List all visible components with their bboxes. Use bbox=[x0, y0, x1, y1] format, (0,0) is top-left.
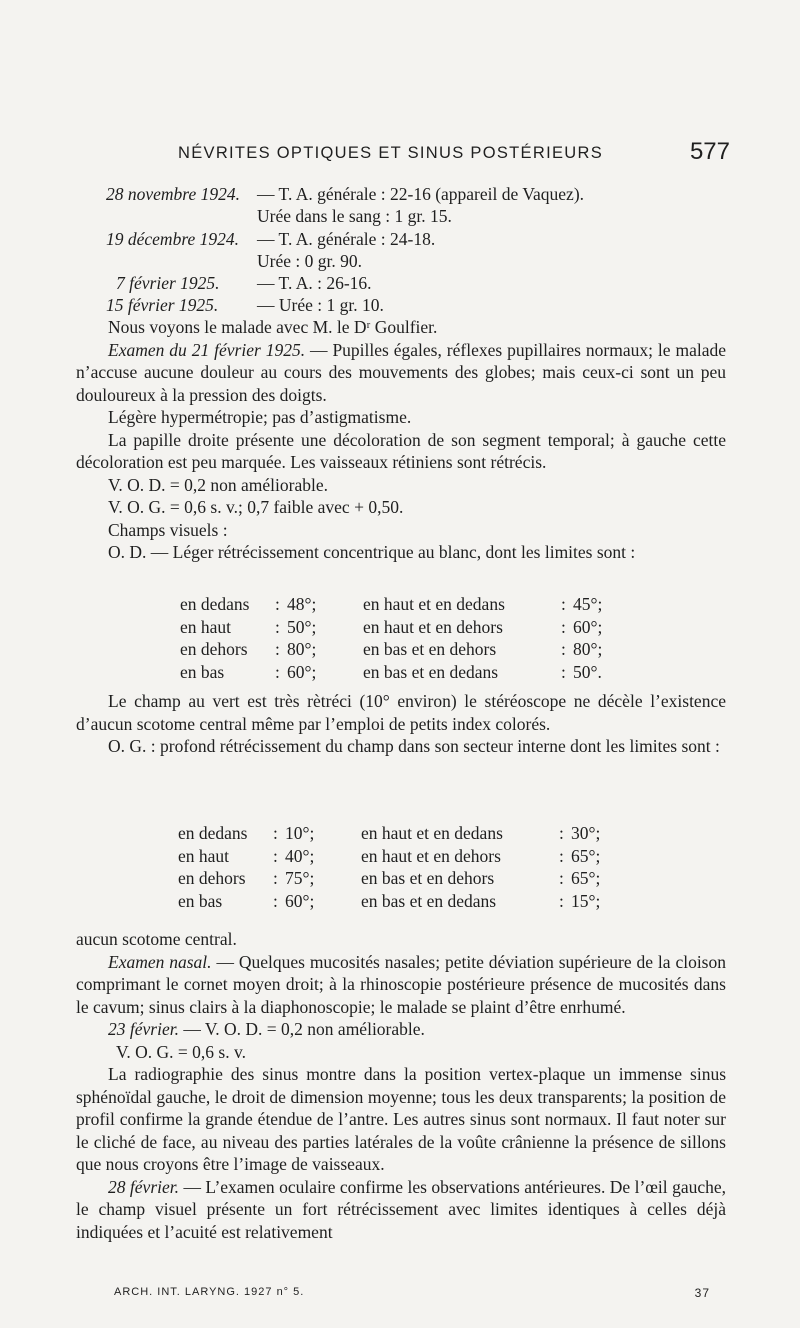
table-cell: 60°; bbox=[573, 616, 603, 637]
table-colon: : bbox=[273, 890, 278, 911]
journal-reference: ARCH. INT. LARYNG. 1927 n° 5. bbox=[114, 1286, 305, 1298]
entry-text: — T. A. générale : 22-16 (appareil de Vaquez). bbox=[257, 184, 585, 204]
paragraph: Légère hypermétropie; pas d’astigmatisme. bbox=[108, 407, 412, 427]
paragraph bbox=[76, 339, 726, 407]
entry-text: — T. A. : 26-16. bbox=[257, 273, 372, 293]
paragraph: aucun scotome central. bbox=[76, 929, 237, 949]
paragraph bbox=[76, 951, 726, 1019]
entry-row bbox=[106, 183, 584, 205]
table-colon: : bbox=[561, 616, 566, 637]
table-cell: 80°; bbox=[573, 639, 603, 659]
table-cell: en haut et en dehors bbox=[361, 845, 501, 866]
table-row bbox=[180, 638, 602, 661]
table-row bbox=[180, 661, 602, 684]
table-colon: : bbox=[275, 639, 280, 659]
section-lead: 23 février. bbox=[108, 1019, 179, 1039]
paragraph-text: — Quelques mucosités nasales; petite déviation supérieure de la cloison comprimant le cornet moyen droit; à la rhinoscopie postérieure présence de mucosités dans le cavum; sinus clairs à la diaphonoscopie; le malade se plaint d’être enrhumé. bbox=[76, 951, 726, 1017]
table-colon: : bbox=[275, 594, 280, 614]
section-lead: Examen du 21 février 1925. bbox=[108, 339, 306, 360]
running-title: NÉVRITES OPTIQUES ET SINUS POSTÉRIEURS bbox=[178, 144, 604, 162]
section-lead: 28 février. bbox=[108, 1176, 180, 1197]
paragraph: O. D. — Léger rétrécissement concentrique au blanc, dont les limites sont : bbox=[108, 542, 636, 562]
table-cell: 60°; bbox=[285, 890, 315, 911]
entry-text: Urée : 0 gr. 90. bbox=[257, 251, 362, 271]
paragraph bbox=[76, 1018, 726, 1041]
signature-mark: 37 bbox=[694, 1286, 710, 1300]
entry-row bbox=[257, 205, 452, 227]
table-colon: : bbox=[273, 868, 278, 888]
table-row bbox=[180, 593, 602, 616]
table-cell: 48°; bbox=[287, 594, 317, 614]
table-cell: 15°; bbox=[571, 890, 601, 911]
paragraph: V. O. D. = 0,2 non améliorable. bbox=[108, 474, 328, 495]
paragraph: La papille droite présente une décoloration de son segment temporal; à gauche cette décoloration est peu marquée. Les vaisseaux rétiniens sont rétrécis. bbox=[76, 429, 726, 472]
table-cell: en bas bbox=[180, 661, 225, 682]
table-colon: : bbox=[559, 845, 564, 866]
entry-row bbox=[106, 228, 435, 250]
entry-text: — Urée : 1 gr. 10. bbox=[257, 295, 384, 315]
paragraph bbox=[76, 1176, 726, 1244]
table-colon: : bbox=[559, 823, 564, 843]
table-cell: en bas et en dedans bbox=[361, 890, 497, 911]
table-cell: en dehors bbox=[178, 868, 246, 888]
table-cell: 50°; bbox=[287, 616, 317, 637]
page-number: 577 bbox=[689, 138, 730, 165]
body-text-c bbox=[76, 928, 726, 1243]
paragraph: V. O. G. = 0,6 s. v.; 0,7 faible avec + 0,50. bbox=[108, 497, 404, 517]
table-cell: 30°; bbox=[571, 823, 601, 843]
table-cell: 80°; bbox=[287, 639, 317, 659]
paragraph: V. O. G. = 0,6 s. v. bbox=[116, 1041, 246, 1062]
running-header bbox=[178, 140, 730, 170]
entry-date: 15 février 1925. bbox=[106, 295, 219, 315]
table-cell: 40°; bbox=[285, 845, 315, 866]
table-colon: : bbox=[273, 845, 278, 866]
table-cell: en bas et en dehors bbox=[361, 868, 495, 888]
table-cell: en bas et en dehors bbox=[363, 639, 497, 659]
table-cell: en haut bbox=[178, 845, 230, 866]
entry-text: — T. A. générale : 24-18. bbox=[257, 229, 436, 249]
visual-field-table-og bbox=[178, 822, 600, 912]
table-cell: en dedans bbox=[178, 823, 248, 843]
table-colon: : bbox=[559, 890, 564, 911]
table-row bbox=[178, 890, 600, 913]
table-cell: en bas bbox=[178, 890, 223, 911]
table-colon: : bbox=[273, 823, 278, 843]
entry-text: Urée dans le sang : 1 gr. 15. bbox=[257, 206, 452, 226]
entry-date: 19 décembre 1924. bbox=[106, 229, 239, 249]
entry-row bbox=[257, 250, 362, 272]
table-row bbox=[178, 822, 600, 845]
table-cell: 10°; bbox=[285, 823, 315, 843]
table-cell: 60°; bbox=[287, 661, 317, 682]
table-cell: 50°. bbox=[573, 661, 602, 682]
table-cell: en dedans bbox=[180, 594, 250, 614]
table-cell: en haut et en dedans bbox=[361, 823, 503, 843]
section-lead: Examen nasal. bbox=[108, 951, 212, 972]
entry-row bbox=[106, 294, 384, 316]
entry-date: 28 novembre 1924. bbox=[106, 184, 240, 204]
body-text-b bbox=[76, 690, 726, 758]
table-cell: en dehors bbox=[180, 639, 248, 659]
table-colon: : bbox=[561, 661, 566, 682]
table-cell: 45°; bbox=[573, 594, 603, 614]
table-cell: 75°; bbox=[285, 868, 315, 888]
paragraph-text: — V. O. D. = 0,2 non améliorable. bbox=[178, 1019, 425, 1039]
table-cell: 65°; bbox=[571, 845, 601, 866]
entry-date: 7 février 1925. bbox=[116, 273, 220, 293]
entry-row bbox=[116, 272, 372, 294]
table-row bbox=[180, 616, 602, 639]
visual-field-table-od bbox=[180, 593, 602, 683]
table-cell: en haut et en dehors bbox=[363, 616, 503, 637]
table-colon: : bbox=[561, 594, 566, 614]
paragraph: O. G. : profond rétrécissement du champ dans son secteur interne dont les limites sont : bbox=[108, 736, 720, 756]
body-text-a bbox=[76, 316, 726, 564]
table-cell: 65°; bbox=[571, 868, 601, 888]
table-colon: : bbox=[561, 639, 566, 659]
paragraph-text: — Pupilles égales, réflexes pupillaires normaux; le malade n’accuse aucune douleur au cours des mouvements des globes; mais ceux-ci sont un peu douloureux à la pression des doigts. bbox=[76, 339, 726, 405]
table-cell: en haut bbox=[180, 616, 232, 637]
table-cell: en haut et en dedans bbox=[363, 594, 505, 614]
table-row bbox=[178, 867, 600, 890]
table-colon: : bbox=[559, 868, 564, 888]
table-colon: : bbox=[275, 616, 280, 637]
table-cell: en bas et en dedans bbox=[363, 661, 499, 682]
table-row bbox=[178, 845, 600, 868]
paragraph: Nous voyons le malade avec M. le Dʳ Goulfier. bbox=[108, 317, 438, 337]
paragraph: La radiographie des sinus montre dans la position vertex-plaque un immense sinus sphénoïdal gauche, le droit de dimension moyenne; tous les deux transparents; la position de profil confirme la grande étendue de l’antre. Les autres sinus sont normaux. Il faut noter sur le cliché de face, au niveau des parties latérales de la voûte crânienne la présence de sillons que nous croyons être l’image de vaisseaux. bbox=[76, 1064, 726, 1174]
paragraph: Le champ au vert est très rètréci (10° environ) le stéréoscope ne décèle l’existence d’aucun scotome central même par l’emploi de petits index colorés. bbox=[76, 691, 726, 734]
paragraph: Champs visuels : bbox=[108, 519, 228, 540]
paragraph-text: — L’examen oculaire confirme les observations antérieures. De l’œil gauche, le champ visuel présente un fort rétrécissement avec limites identiques à celles déjà indiquées et l’acuité est relativement bbox=[76, 1176, 726, 1242]
table-colon: : bbox=[275, 661, 280, 682]
page-footer bbox=[114, 1286, 710, 1308]
